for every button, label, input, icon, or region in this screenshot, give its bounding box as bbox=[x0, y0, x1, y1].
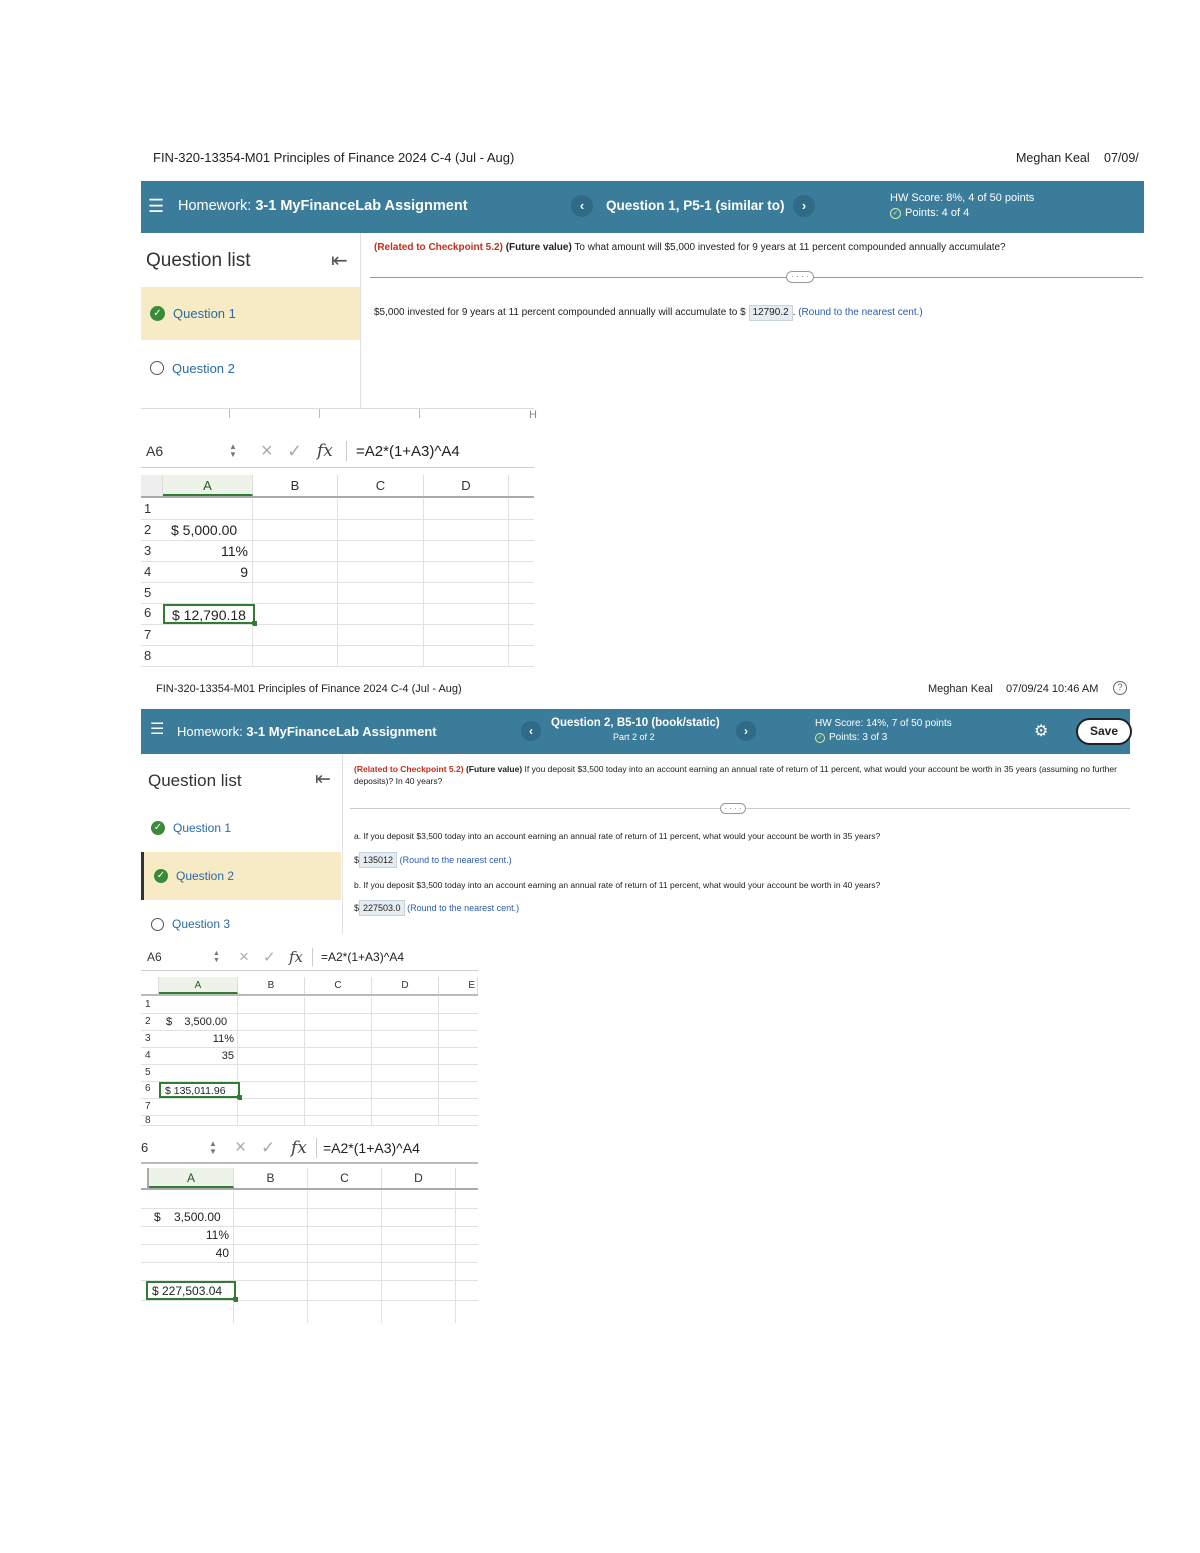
cell[interactable] bbox=[305, 1099, 372, 1115]
cell[interactable] bbox=[372, 997, 439, 1013]
confirm-icon[interactable]: ✓ bbox=[263, 948, 276, 966]
table-row: 5 bbox=[141, 583, 534, 604]
cell[interactable] bbox=[149, 1191, 234, 1208]
table-row bbox=[141, 1245, 478, 1263]
cell[interactable] bbox=[253, 625, 338, 645]
cancel-icon[interactable]: × bbox=[261, 439, 273, 462]
cell[interactable] bbox=[424, 541, 509, 561]
table-row: 3 11% bbox=[141, 1031, 478, 1048]
column-header-a[interactable]: A bbox=[149, 1168, 234, 1188]
cell[interactable] bbox=[253, 520, 338, 540]
cell[interactable] bbox=[372, 1082, 439, 1098]
sidebar-divider-2 bbox=[342, 754, 343, 934]
select-all-corner[interactable] bbox=[141, 1168, 149, 1188]
cell[interactable] bbox=[338, 583, 424, 603]
prev-question-button-2[interactable]: ‹ bbox=[521, 721, 541, 741]
cell[interactable] bbox=[253, 583, 338, 603]
cell[interactable] bbox=[424, 520, 509, 540]
cell[interactable] bbox=[382, 1281, 456, 1300]
column-headers-2b bbox=[141, 1168, 478, 1190]
cell[interactable] bbox=[238, 1031, 305, 1047]
user-name: Meghan Keal bbox=[1016, 151, 1090, 165]
cell[interactable] bbox=[305, 1082, 372, 1098]
table-row: 4 35 bbox=[141, 1048, 478, 1065]
table-row: 2 $ 5,000.00 bbox=[141, 520, 534, 541]
cancel-icon[interactable]: × bbox=[235, 1136, 247, 1158]
cell[interactable] bbox=[338, 520, 424, 540]
question-prompt: (Related to Checkpoint 5.2) (Future value) To what amount will $5,000 invested for 9 years at 11 percent compounded annually accumulate? bbox=[374, 242, 1006, 253]
formula-input[interactable]: =A2*(1+A3)^A4 bbox=[356, 442, 460, 460]
answer-field[interactable]: 12790.2 bbox=[749, 305, 793, 321]
cell[interactable] bbox=[305, 1014, 372, 1030]
cell-a5[interactable] bbox=[163, 583, 253, 603]
spreadsheet-1 bbox=[141, 408, 537, 668]
function-icon[interactable]: fx bbox=[317, 441, 347, 461]
cell[interactable] bbox=[308, 1191, 382, 1208]
cell[interactable] bbox=[338, 646, 424, 666]
question-list-item-2-1[interactable]: ✓ Question 1 bbox=[141, 815, 341, 841]
cell-a2[interactable]: $ 3,500.00 bbox=[149, 1209, 234, 1226]
column-header-a[interactable]: A bbox=[159, 977, 238, 994]
column-header-d[interactable]: D bbox=[372, 977, 439, 994]
formula-input[interactable]: =A2*(1+A3)^A4 bbox=[321, 949, 405, 964]
table-row: 6 $ 12,790.18 bbox=[141, 604, 534, 625]
cell-a8[interactable] bbox=[159, 1116, 238, 1125]
cell[interactable] bbox=[372, 1116, 439, 1125]
answer-line: $5,000 invested for 9 years at 11 percent compounded annually will accumulate to $ 12790.2 . (Round to the nearest cent.) bbox=[374, 305, 1134, 321]
cell[interactable] bbox=[238, 1014, 305, 1030]
table-row bbox=[141, 1281, 478, 1301]
question-title: Question 1, P5-1 (similar to) bbox=[606, 198, 785, 213]
name-box[interactable]: 6 bbox=[141, 1140, 149, 1155]
column-header-c[interactable]: C bbox=[338, 475, 424, 496]
cell[interactable] bbox=[424, 499, 509, 519]
table-row: 6 $ 135,011.96 bbox=[141, 1082, 478, 1099]
cell-a6-selected[interactable]: $ 227,503.04 bbox=[146, 1281, 236, 1300]
hw-score: HW Score: 8%, 4 of 50 points bbox=[890, 192, 1035, 204]
next-question-button-2[interactable]: › bbox=[736, 721, 756, 741]
column-headers-2a bbox=[141, 977, 478, 996]
table-row bbox=[141, 1209, 478, 1227]
score-panel-2 bbox=[815, 717, 952, 745]
column-header-d[interactable]: D bbox=[382, 1168, 456, 1188]
function-icon[interactable]: fx bbox=[289, 948, 313, 966]
question-title-2: Question 2, B5-10 (book/static) bbox=[551, 717, 720, 729]
table-row: 3 11% bbox=[141, 541, 534, 562]
cell[interactable] bbox=[253, 499, 338, 519]
cell[interactable] bbox=[253, 562, 338, 582]
cell[interactable] bbox=[372, 1014, 439, 1030]
cell[interactable] bbox=[305, 1065, 372, 1081]
cell[interactable] bbox=[424, 625, 509, 645]
cell[interactable] bbox=[238, 1065, 305, 1081]
score-panel bbox=[890, 191, 1034, 221]
cell[interactable] bbox=[308, 1281, 382, 1300]
cell-a7[interactable] bbox=[163, 625, 253, 645]
confirm-icon[interactable]: ✓ bbox=[261, 1137, 276, 1157]
formula-bar bbox=[141, 435, 534, 468]
table-row: 7 bbox=[141, 625, 534, 646]
name-box[interactable]: A6 bbox=[147, 949, 162, 964]
points-check-icon: ✓ bbox=[890, 208, 901, 219]
formula-bar-2b bbox=[141, 1133, 478, 1164]
cell-a3[interactable]: 11% bbox=[159, 1031, 238, 1047]
prev-question-button[interactable]: ‹ bbox=[571, 195, 593, 217]
homework-bar bbox=[141, 181, 1144, 233]
table-row: 7 bbox=[141, 1099, 478, 1116]
cell[interactable] bbox=[308, 1227, 382, 1244]
part-b-prompt: b. If you deposit $3,500 today into an account earning an annual rate of return of 11 percent, what would your account be worth in 40 years? bbox=[354, 880, 881, 890]
cell[interactable] bbox=[308, 1263, 382, 1280]
part-a-prompt: a. If you deposit $3,500 today into an account earning an annual rate of return of 11 percent, what would your account be worth in 35 years? bbox=[354, 831, 881, 841]
part-b-answer-line: $ 227503.0 (Round to the nearest cent.) bbox=[354, 900, 519, 916]
column-header-a[interactable]: A bbox=[163, 475, 253, 496]
cell-a5[interactable] bbox=[149, 1263, 234, 1280]
cell[interactable] bbox=[338, 541, 424, 561]
user-name-2: Meghan Keal bbox=[928, 683, 993, 695]
assignment-title: Homework: 3-1 MyFinanceLab Assignment bbox=[178, 198, 468, 214]
cell[interactable] bbox=[382, 1301, 456, 1323]
table-row: 5 bbox=[141, 1065, 478, 1082]
points-check-icon: ✓ bbox=[815, 733, 825, 743]
part-a-answer-line: $ 135012 (Round to the nearest cent.) bbox=[354, 852, 512, 868]
round-hint: (Round to the nearest cent.) bbox=[798, 307, 923, 318]
table-row: 8 bbox=[141, 646, 534, 667]
table-row: 2 $ 3,500.00 bbox=[141, 1014, 478, 1031]
cell[interactable] bbox=[238, 1048, 305, 1064]
cell[interactable] bbox=[372, 1099, 439, 1115]
cell-a3[interactable]: 11% bbox=[163, 541, 253, 561]
table-row bbox=[141, 1227, 478, 1245]
cell[interactable] bbox=[234, 1209, 308, 1226]
cell-a6-selected[interactable]: $ 135,011.96 bbox=[159, 1082, 240, 1098]
column-headers bbox=[141, 475, 534, 498]
cell[interactable] bbox=[308, 1209, 382, 1226]
cell[interactable] bbox=[305, 997, 372, 1013]
column-header-b[interactable]: B bbox=[234, 1168, 308, 1188]
cell[interactable] bbox=[338, 625, 424, 645]
function-icon[interactable]: fx bbox=[291, 1138, 317, 1158]
points: Points: 4 of 4 bbox=[905, 207, 970, 219]
cell[interactable] bbox=[424, 604, 509, 624]
column-header-b[interactable]: B bbox=[253, 475, 338, 496]
question-list-title-2: Question list bbox=[148, 771, 242, 790]
cell[interactable] bbox=[382, 1245, 456, 1262]
cell-a8[interactable] bbox=[163, 646, 253, 666]
expand-ellipsis-icon[interactable]: · · · · bbox=[786, 271, 814, 283]
help-icon[interactable]: ? bbox=[1113, 681, 1127, 695]
ruler-tick bbox=[319, 409, 320, 418]
cell[interactable] bbox=[305, 1031, 372, 1047]
cell-a4[interactable]: 9 bbox=[163, 562, 253, 582]
cell[interactable] bbox=[305, 1048, 372, 1064]
column-header-d[interactable]: D bbox=[424, 475, 509, 496]
course-title-2: FIN-320-13354-M01 Principles of Finance 2024 C-4 (Jul - Aug) bbox=[156, 683, 462, 695]
cell[interactable] bbox=[234, 1245, 308, 1262]
cell[interactable] bbox=[372, 1065, 439, 1081]
cell[interactable] bbox=[255, 604, 338, 624]
cell-a2[interactable]: $ 3,500.00 bbox=[159, 1014, 238, 1030]
cell[interactable] bbox=[382, 1209, 456, 1226]
question-divider bbox=[370, 277, 1143, 278]
answer-field-a[interactable]: 135012 bbox=[359, 852, 397, 868]
column-header-c[interactable]: C bbox=[305, 977, 372, 994]
part-indicator: Part 2 of 2 bbox=[613, 732, 655, 742]
name-box-spinner-icon[interactable]: ▲ ▼ bbox=[209, 1138, 217, 1156]
cell[interactable] bbox=[424, 646, 509, 666]
cell[interactable] bbox=[372, 1048, 439, 1064]
cell[interactable] bbox=[253, 541, 338, 561]
cell[interactable] bbox=[236, 1281, 308, 1300]
cell-a5[interactable] bbox=[159, 1065, 238, 1081]
completed-check-icon: ✓ bbox=[151, 821, 165, 835]
table-row bbox=[141, 1263, 478, 1281]
incomplete-circle-icon bbox=[150, 361, 164, 375]
cell[interactable] bbox=[305, 1116, 372, 1125]
cell-a6-selected[interactable]: $ 12,790.18 bbox=[163, 604, 255, 624]
sidebar-divider bbox=[360, 233, 361, 408]
select-all-corner[interactable] bbox=[141, 977, 159, 994]
cell[interactable] bbox=[372, 1031, 439, 1047]
cell[interactable] bbox=[238, 1099, 305, 1115]
cell-a7[interactable] bbox=[159, 1099, 238, 1115]
date: 07/09/ bbox=[1104, 151, 1139, 165]
expand-ellipsis-icon[interactable]: · · · · bbox=[720, 803, 746, 814]
answer-field-b[interactable]: 227503.0 bbox=[359, 900, 405, 916]
cell-a1[interactable] bbox=[163, 499, 253, 519]
column-header-b[interactable]: B bbox=[238, 977, 305, 994]
column-header-c[interactable]: C bbox=[308, 1168, 382, 1188]
name-box-spinner-icon[interactable]: ▲ ▼ bbox=[229, 442, 237, 459]
points-2: Points: 3 of 3 bbox=[829, 732, 888, 743]
cell[interactable] bbox=[149, 1301, 234, 1323]
table-row: 4 9 bbox=[141, 562, 534, 583]
cell-a4[interactable]: 35 bbox=[159, 1048, 238, 1064]
collapse-sidebar-icon[interactable]: ⇤ bbox=[315, 769, 331, 790]
confirm-icon[interactable]: ✓ bbox=[287, 440, 303, 461]
cell[interactable] bbox=[308, 1245, 382, 1262]
cell-a2[interactable]: $ 5,000.00 bbox=[163, 520, 253, 540]
homework-bar-2 bbox=[141, 709, 1130, 754]
hamburger-menu-icon[interactable]: ☰ bbox=[148, 196, 165, 216]
question-list-item-1[interactable]: ✓ Question 1 bbox=[141, 287, 360, 340]
cell[interactable] bbox=[308, 1301, 382, 1323]
select-all-corner[interactable] bbox=[141, 475, 163, 496]
question-prompt-2: (Related to Checkpoint 5.2) (Future value) If you deposit $3,500 today into an account earning an annual rate of return of 11 percent, what would your account be worth in 35 years (assuming no further deposits)? In 40 years? bbox=[354, 764, 1117, 786]
cell-a3[interactable]: 11% bbox=[149, 1227, 234, 1244]
cell[interactable] bbox=[234, 1301, 308, 1323]
hamburger-menu-icon[interactable]: ☰ bbox=[150, 721, 165, 738]
table-row bbox=[141, 1191, 478, 1209]
cell[interactable] bbox=[238, 997, 305, 1013]
cell[interactable] bbox=[382, 1191, 456, 1208]
spreadsheet-2a bbox=[141, 936, 478, 1131]
hw-score-2: HW Score: 14%, 7 of 50 points bbox=[815, 718, 952, 729]
cell[interactable] bbox=[338, 604, 424, 624]
save-button[interactable]: Save bbox=[1076, 718, 1132, 745]
name-box[interactable]: A6 bbox=[146, 443, 164, 459]
incomplete-circle-icon bbox=[151, 918, 164, 931]
cell[interactable] bbox=[234, 1263, 308, 1280]
completed-check-icon: ✓ bbox=[154, 869, 168, 883]
spreadsheet-2b bbox=[141, 1130, 478, 1325]
cell-a4[interactable]: 40 bbox=[149, 1245, 234, 1262]
table-row: 1 bbox=[141, 499, 534, 520]
cell[interactable] bbox=[382, 1227, 456, 1244]
question-list-item-2[interactable]: Question 2 bbox=[141, 353, 360, 383]
collapse-sidebar-icon[interactable]: ⇤ bbox=[331, 250, 348, 272]
datetime-2: 07/09/24 10:46 AM bbox=[1006, 683, 1099, 695]
completed-check-icon: ✓ bbox=[150, 306, 165, 321]
question-list-item-2-2[interactable]: ✓ Question 2 bbox=[141, 852, 341, 900]
cell[interactable] bbox=[253, 646, 338, 666]
cell[interactable] bbox=[234, 1191, 308, 1208]
assignment-title-2: Homework: 3-1 MyFinanceLab Assignment bbox=[177, 724, 437, 739]
question-list-title: Question list bbox=[146, 250, 251, 271]
question-list-item-2-3[interactable]: Question 3 bbox=[141, 911, 341, 937]
cell[interactable] bbox=[338, 499, 424, 519]
cell[interactable] bbox=[424, 562, 509, 582]
cell[interactable] bbox=[240, 1082, 305, 1098]
cell[interactable] bbox=[234, 1227, 308, 1244]
next-question-button[interactable]: › bbox=[793, 195, 815, 217]
cancel-icon[interactable]: × bbox=[239, 946, 249, 966]
ruler-tick bbox=[419, 409, 420, 418]
ruler-tick bbox=[229, 409, 230, 418]
name-box-spinner-icon[interactable]: ▲ ▼ bbox=[213, 949, 220, 964]
settings-gear-icon[interactable]: ⚙ bbox=[1034, 723, 1049, 740]
formula-input[interactable]: =A2*(1+A3)^A4 bbox=[323, 1139, 420, 1156]
cell[interactable] bbox=[382, 1263, 456, 1280]
formula-bar-2a bbox=[141, 943, 478, 971]
cell[interactable] bbox=[238, 1116, 305, 1125]
table-row: 1 bbox=[141, 997, 478, 1014]
ruler-marker: H bbox=[529, 409, 537, 421]
table-row bbox=[141, 1301, 478, 1323]
cell[interactable] bbox=[338, 562, 424, 582]
column-header-e[interactable]: E bbox=[439, 977, 478, 994]
cell-a1[interactable] bbox=[159, 997, 238, 1013]
table-row: 8 bbox=[141, 1116, 478, 1126]
course-title: FIN-320-13354-M01 Principles of Finance 2024 C-4 (Jul - Aug) bbox=[153, 150, 515, 165]
cell[interactable] bbox=[424, 583, 509, 603]
